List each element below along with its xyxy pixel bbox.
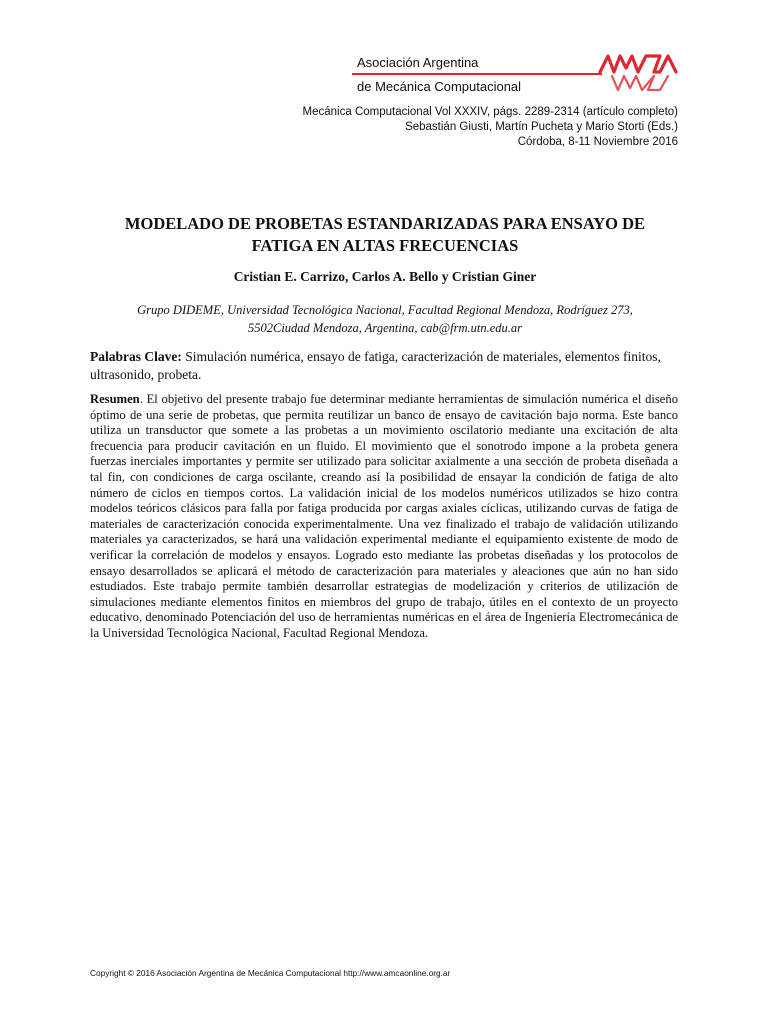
keywords: [90, 348, 680, 384]
abstract: [90, 392, 678, 642]
affiliation: [90, 301, 680, 337]
publication-info: [303, 105, 678, 150]
title-line-2: FATIGA EN ALTAS FRECUENCIAS: [251, 236, 519, 255]
authors: Cristian E. Carrizo, Carlos A. Bello y Cristian Giner: [233, 269, 537, 284]
paper-title: [90, 213, 680, 257]
affiliation-line-1: Grupo DIDEME, Universidad Tecnológica Nacional, Facultad Regional Mendoza, Rodríguez 273,: [137, 303, 633, 317]
keywords-label: Palabras Clave:: [90, 349, 182, 364]
header-rule: [352, 73, 602, 75]
org-name-line2: de Mecánica Computacional: [357, 79, 522, 94]
conference-date: Córdoba, 8-11 Noviembre 2016: [517, 136, 678, 148]
abstract-label: Resumen: [90, 392, 140, 406]
volume-pages: Mecánica Computacional Vol XXXIV, págs. 2289-2314 (artículo completo): [302, 106, 678, 118]
affiliation-line-2: 5502Ciudad Mendoza, Argentina, cab@frm.utn.edu.ar: [248, 321, 522, 335]
editors: Sebastián Giusti, Martín Pucheta y Mario Storti (Eds.): [405, 121, 678, 133]
amca-logo: [598, 50, 678, 92]
abstract-text: . El objetivo del presente trabajo fue determinar mediante herramientas de simulación numérica el diseño óptimo de una serie de probetas, que permita reutilizar un banco de ensayo de cavitación bajo norma. Este banco utiliza un transductor que somete a las probetas a un movimiento oscilatorio mediante una excitación de alta frecuencia para producir cavitación en un fluido. El movimiento que el sonotrodo impone a la probeta genera fuerzas inerciales importantes y permite ser utilizado para solicitar axialmente a una sección de probeta diseñada a tal fin, con condiciones de carga oscilante, creando así la posibilidad de ensayar la condición de fatiga de alto número de ciclos en tiempos cortos. La validación inicial de los modelos numéricos utilizados se hizo contra modelos teóricos clásicos para falla por fatiga producida por cargas axiales cíclicas, utilizando curvas de fatiga de materiales de caracterización conocida experimentalmente. Una vez finalizado el trabajo de validación utilizando materiales ya caracterizados, se hará una validación experimental mediante el equipamiento existente de modo de verificar la correlación de modelos y ensayos. Logrado esto mediante las probetas diseñadas y los protocolos de ensayo desarrollados se aplicará el método de caracterización para materiales y aleaciones que aún no han sido estudiados. Este trabajo permite también desarrollar estrategias de modelización y criterios de utilización de simulaciones mediante elementos finitos en miembros del grupo de trabajo, útiles en el contexto de un proyecto educativo, denominado Potenciación del uso de herramientas numéricas en el área de Ingeniería Electromecánica de la Universidad Tecnológica Nacional, Facultad Regional Mendoza.: [90, 392, 678, 640]
title-line-1: MODELADO DE PROBETAS ESTANDARIZADAS PARA ENSAYO DE: [124, 214, 646, 233]
copyright-footer: Copyright © 2016 Asociación Argentina de Mecánica Computacional http://www.amcaonline.org.ar: [90, 968, 451, 978]
org-name-line1: Asociación Argentina: [357, 55, 479, 70]
keywords-text: Simulación numérica, ensayo de fatiga, caracterización de materiales, elementos finitos, ultrasonido, probeta.: [90, 349, 661, 382]
